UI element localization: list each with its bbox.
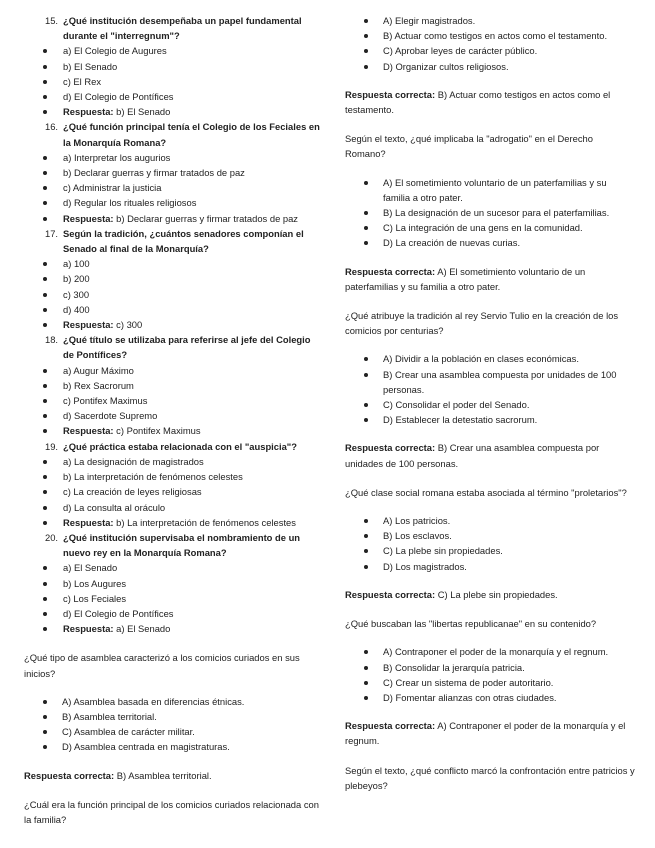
option-list [345,13,635,74]
question-text: ¿Qué institución supervisaba el nombramiento de un nuevo rey en la Monarquía Romana? [63,531,301,559]
option: b) Los Augures [24,576,320,591]
answer-line [345,87,635,117]
option: a) Interpretar los augurios [24,150,320,165]
answer-line [24,104,320,119]
answer-text: B) Actuar como testigos en actos como el testamento. [345,88,611,116]
option: C) Asamblea de carácter militar. [24,724,320,739]
answer-line [345,718,635,748]
answer-text: c) 300 [116,319,143,331]
answer-text: A) Contraponer el poder de la monarquía y el regnum. [345,720,626,747]
answer-line [24,621,320,636]
answer-line [24,515,320,530]
answer-text: B) Crear una asamblea compuesta por unidades de 100 personas. [345,442,600,469]
option-list [345,175,635,251]
question-text: ¿Qué función principal tenía el Colegio de los Feciales en la Monarquía Romana? [63,121,320,148]
question-number: 20. [45,531,59,543]
question-text: Según el texto, ¿qué implicaba la "adrogatio" en el Derecho Romano? [345,133,593,160]
answer-text: A) El sometimiento voluntario de un paterfamilias y su familia a otro pater. [345,265,586,292]
option: D) La creación de nuevas curias. [345,235,635,250]
option: B) Consolidar la jerarquía patricia. [345,660,635,675]
answer-text: a) El Senado [116,623,171,635]
question-number: 18. [45,334,59,346]
answer-label: Respuesta: [63,516,114,528]
option: D) Los magistrados. [345,559,635,574]
option: c) Administrar la justicia [24,180,320,195]
answer-label: Respuesta correcta: [345,265,436,277]
answer-label: Respuesta correcta: [345,720,436,732]
answer-text: C) La plebe sin propiedades. [437,588,558,600]
answer-label: Respuesta correcta: [345,588,436,600]
answer-label: Respuesta: [63,106,114,118]
option: A) Contraponer el poder de la monarquía y el regnum. [345,644,635,659]
option: B) La designación de un sucesor para el paterfamilias. [345,205,635,220]
question-20 [24,530,320,560]
option: A) Los patricios. [345,513,635,528]
option: B) Los esclavos. [345,528,635,543]
answer-label: Respuesta: [63,212,114,224]
option: C) Aprobar leyes de carácter público. [345,43,635,58]
answer-label: Respuesta: [63,623,114,635]
option: D) Organizar cultos religiosos. [345,59,635,74]
answer-text: b) Declarar guerras y firmar tratados de paz [116,212,298,224]
option: c) Los Feciales [24,591,320,606]
answer-label: Respuesta: [63,425,114,437]
question-number: 17. [45,227,59,239]
answer-text: b) El Senado [116,106,171,118]
answer-line [345,264,635,294]
answer-line [345,587,635,602]
question-text: ¿Qué título se utilizaba para referirse al jefe del Colegio de Pontífices? [63,334,311,361]
question-number: 16. [45,121,59,133]
option: d) El Colegio de Pontífices [24,89,320,104]
answer-label: Respuesta correcta: [345,88,436,100]
option: D) Establecer la detestatio sacrorum. [345,412,635,427]
option: c) 300 [24,287,320,302]
option-list [345,644,635,705]
question-text: ¿Qué tipo de asamblea caracterizó a los comicios curiados en sus inicios? [24,652,300,679]
option-list [345,513,635,574]
answer-text: B) Asamblea territorial. [116,769,212,781]
option: B) Crear una asamblea compuesta por unidades de 100 personas. [345,367,635,397]
numbered-question-list [24,13,320,636]
option: A) Dividir a la población en clases económicas. [345,351,635,366]
option: d) 400 [24,302,320,317]
option: C) La plebe sin propiedades. [345,543,635,558]
answer-line [345,440,635,470]
option: a) El Senado [24,560,320,575]
left-column [24,13,320,833]
option: C) La integración de una gens en la comunidad. [345,220,635,235]
answer-line [24,768,320,783]
option: D) Fomentar alianzas con otras ciudades. [345,690,635,705]
question-text: ¿Qué clase social romana estaba asociada al término "proletarios"? [345,486,627,498]
question-18 [24,332,320,362]
option: A) Asamblea basada en diferencias étnicas. [24,694,320,709]
option: A) El sometimiento voluntario de un paterfamilias y su familia a otro pater. [345,175,635,205]
question-text: ¿Cuál era la función principal de los comicios curiados relacionada con la familia? [24,798,319,825]
question-19 [24,439,320,454]
answer-line [24,317,320,332]
answer-line [24,211,320,226]
option: c) La creación de leyes religiosas [24,484,320,499]
answer-label: Respuesta correcta: [24,769,115,781]
question-15 [24,13,320,43]
option: B) Asamblea territorial. [24,709,320,724]
question-text: Según el texto, ¿qué conflicto marcó la confrontación entre patricios y plebeyos? [345,764,635,791]
option: d) Regular los rituales religiosos [24,195,320,210]
option: b) El Senado [24,59,320,74]
answer-line [24,423,320,438]
answer-label: Respuesta correcta: [345,442,436,454]
right-column [345,13,635,799]
answer-text: b) La interpretación de fenómenos celestes [116,516,296,528]
option: b) La interpretación de fenómenos celestes [24,469,320,484]
question-text: Según la tradición, ¿cuántos senadores componían el Senado al final de la Monarquía? [63,227,304,255]
option: a) 100 [24,256,320,271]
option: b) 200 [24,271,320,286]
option: C) Consolidar el poder del Senado. [345,397,635,412]
option: D) Asamblea centrada en magistraturas. [24,739,320,754]
option: a) El Colegio de Augures [24,43,320,58]
option: B) Actuar como testigos en actos como el testamento. [345,28,635,43]
question-text: ¿Qué institución desempeñaba un papel fundamental durante el "interregnum"? [63,15,302,42]
question-number: 15. [45,15,59,26]
option: a) La designación de magistrados [24,454,320,469]
option: d) Sacerdote Supremo [24,408,320,423]
option: b) Declarar guerras y firmar tratados de paz [24,165,320,180]
question-16 [24,119,320,149]
option: C) Crear un sistema de poder autoritario. [345,675,635,690]
question-number: 19. [45,440,59,452]
option: b) Rex Sacrorum [24,378,320,393]
option: A) Elegir magistrados. [345,13,635,28]
option-list [345,351,635,427]
question-text: ¿Qué buscaban las "libertas republicanae" en su contenido? [345,618,597,630]
option: d) El Colegio de Pontífices [24,606,320,621]
answer-text: c) Pontifex Maximus [116,425,201,437]
option: c) Pontifex Maximus [24,393,320,408]
option: c) El Rex [24,74,320,89]
question-text: ¿Qué atribuye la tradición al rey Servio Tulio en la creación de los comicios por centurias? [345,310,619,337]
option: a) Augur Máximo [24,363,320,378]
answer-label: Respuesta: [63,319,114,331]
option-list [24,694,320,755]
question-17 [24,226,320,256]
question-text: ¿Qué práctica estaba relacionada con el "auspicia"? [63,440,297,452]
option: d) La consulta al oráculo [24,500,320,515]
